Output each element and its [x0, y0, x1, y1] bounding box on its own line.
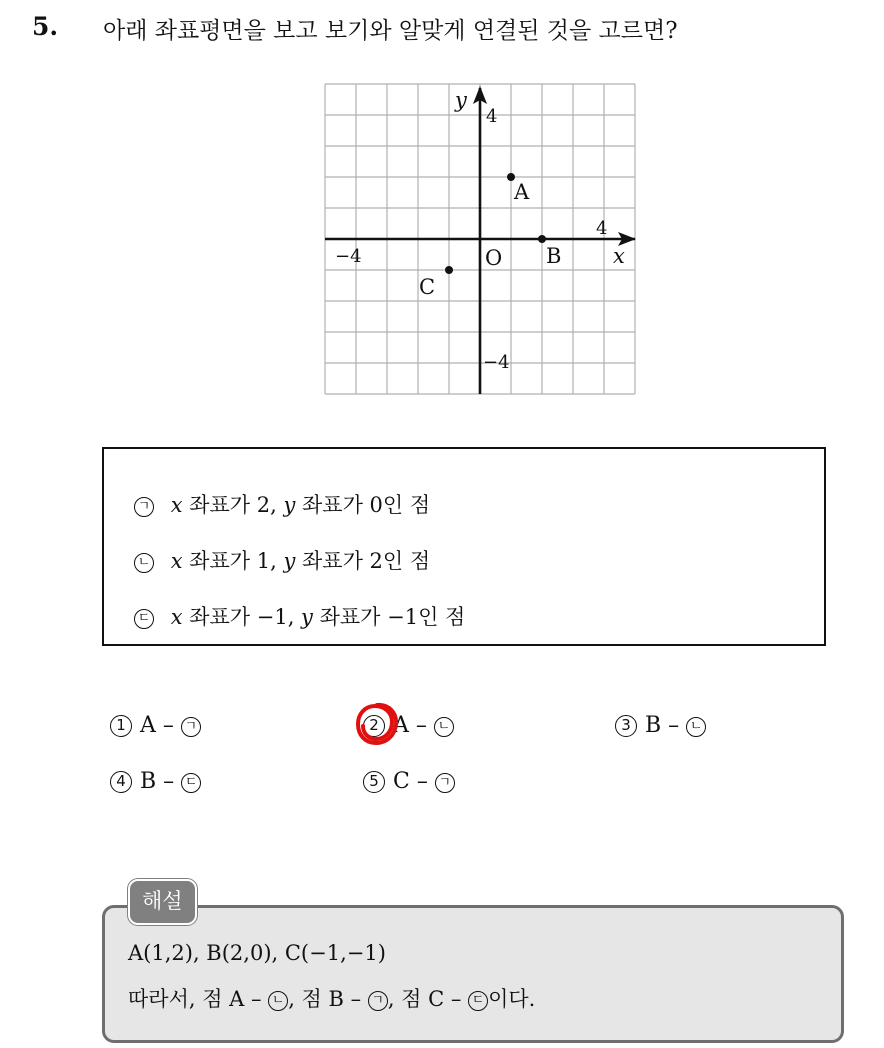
choice-number: 1 [110, 715, 132, 737]
condition-var-x: x [170, 549, 183, 573]
point-label-c: C [419, 275, 436, 299]
condition-text: 좌표가 1, [182, 549, 284, 573]
red-circle-stroke [358, 705, 396, 743]
explanation-text: , 점 B – [288, 987, 362, 1011]
condition-row [134, 489, 430, 519]
explanation-marker: ㄱ [368, 991, 388, 1011]
choice-number: 4 [110, 771, 132, 793]
explanation-line-1: A(1,2), B(2,0), C(−1,−1) [128, 941, 386, 965]
y-axis-label: y [455, 88, 467, 112]
explanation-tab: 해설 [128, 879, 197, 925]
explanation-line-2 [128, 983, 535, 1013]
tick-y-neg: −4 [483, 352, 510, 373]
condition-var-x: x [170, 605, 183, 629]
point-b [538, 235, 546, 243]
choice-marker: ㄱ [181, 717, 201, 737]
condition-row [134, 601, 465, 631]
condition-var-y: y [283, 549, 296, 573]
choice-text: C – [393, 769, 428, 794]
condition-text: 좌표가 −1, [182, 605, 302, 629]
point-label-b: B [546, 244, 562, 268]
choice-number: 3 [615, 715, 637, 737]
condition-var-x: x [170, 493, 183, 517]
question-number: 5. [32, 12, 59, 41]
condition-var-y: y [301, 605, 313, 629]
condition-text: 좌표가 2, [182, 493, 284, 517]
question-text: 아래 좌표평면을 보고 보기와 알맞게 연결된 것을 고르면? [103, 18, 678, 44]
selected-answer-mark [354, 701, 400, 747]
coordinate-plane [305, 70, 665, 410]
choice-1[interactable] [110, 713, 201, 738]
points [419, 173, 561, 299]
x-axis-label: x [613, 244, 625, 268]
condition-text: 좌표가 −1인 점 [312, 605, 466, 629]
choice-5[interactable] [363, 769, 455, 794]
choice-number: 2 [363, 715, 385, 737]
condition-text: 좌표가 0인 점 [295, 493, 431, 517]
explanation-marker: ㄴ [268, 991, 288, 1011]
choice-text: B – [140, 769, 175, 794]
choice-number: 5 [363, 771, 385, 793]
choice-text: A – [393, 713, 427, 738]
choice-marker: ㄴ [686, 717, 706, 737]
point-c [445, 266, 453, 274]
origin-label: O [485, 246, 503, 270]
choice-text: B – [645, 713, 680, 738]
explanation-marker: ㄷ [468, 991, 488, 1011]
tick-y-pos: 4 [486, 106, 498, 127]
condition-marker: ㄴ [134, 553, 154, 573]
axes [325, 86, 636, 394]
explanation-text: 이다. [488, 987, 536, 1011]
explanation-box [102, 905, 844, 1043]
condition-marker: ㄷ [134, 609, 154, 629]
condition-box [102, 447, 826, 646]
tick-x-neg: −4 [335, 246, 362, 267]
tick-x-pos: 4 [596, 218, 608, 239]
choice-3[interactable] [615, 713, 706, 738]
explanation-text: 따라서, 점 A – [128, 987, 262, 1011]
choice-marker: ㄴ [434, 717, 454, 737]
choice-marker: ㄱ [435, 773, 455, 793]
condition-row [134, 545, 430, 575]
choice-marker: ㄷ [181, 773, 201, 793]
choice-text: A – [140, 713, 174, 738]
condition-var-y: y [283, 493, 296, 517]
choice-4[interactable] [110, 769, 201, 794]
explanation-text: , 점 C – [387, 987, 462, 1011]
condition-marker: ㄱ [134, 497, 154, 517]
condition-text: 좌표가 2인 점 [295, 549, 431, 573]
point-label-a: A [514, 180, 530, 204]
